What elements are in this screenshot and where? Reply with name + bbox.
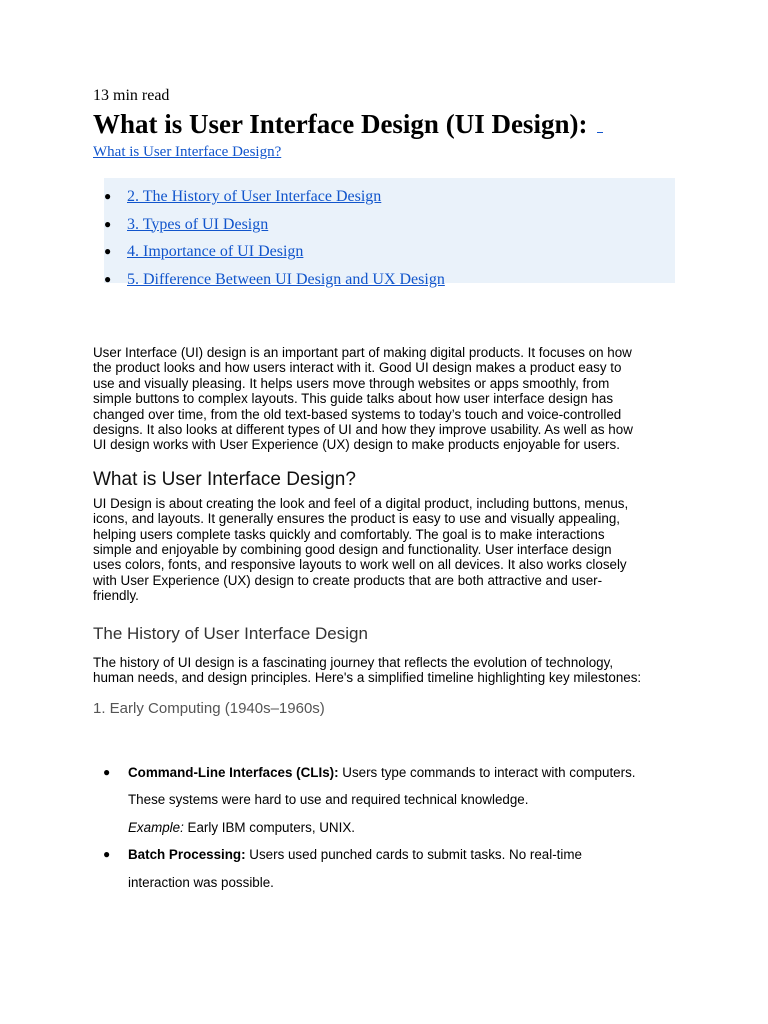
table-of-contents <box>104 178 675 288</box>
text-line: human needs, and design principles. Here's a simplified timeline highlighting key milestones: <box>93 670 642 686</box>
text-line: simple buttons to complex layouts. This guide talks about how user interface design has <box>93 391 614 407</box>
bullet-icon: ● <box>104 216 112 231</box>
text-line: the product looks and how users interact with it. Good UI design makes a product easy to <box>93 360 622 376</box>
bullet-icon: ● <box>103 847 111 861</box>
toc-link-types[interactable]: 3. Types of UI Design <box>127 215 269 233</box>
document-page <box>93 86 678 896</box>
text-line: The history of UI design is a fascinating journey that reflects the evolution of technology, <box>93 654 614 670</box>
early-computing-list <box>93 759 678 897</box>
heading-early-computing: 1. Early Computing (1940s–1960s) <box>93 699 325 717</box>
text-line: UI design works with User Experience (UX) design to make products enjoyable for users. <box>93 437 620 453</box>
text-line: designs. It also looks at different types of UI and how they improve usability. As well as how <box>93 422 633 438</box>
item-text: Users used punched cards to submit tasks. No real-time <box>245 847 582 862</box>
toc-list <box>104 183 675 293</box>
example-line <box>128 814 678 842</box>
toc-item <box>104 238 675 266</box>
toc-link-importance[interactable]: 4. Importance of UI Design <box>127 243 304 260</box>
text-line: with User Experience (UX) design to create products that are both attractive and user- <box>93 572 603 588</box>
text-line: friendly. <box>93 588 139 604</box>
bullet-icon: ● <box>104 271 112 286</box>
what-is-ui-paragraph <box>93 496 678 604</box>
heading-history: The History of User Interface Design <box>93 623 368 643</box>
text-line <box>128 841 678 869</box>
toc-item <box>104 266 675 294</box>
toc-item <box>104 211 675 239</box>
toc-item <box>104 183 675 211</box>
heading-what-is-ui: What is User Interface Design? <box>93 468 356 490</box>
article-title-text: What is User Interface Design (UI Design): <box>93 109 588 139</box>
text-line: helping users complete tasks quickly and comfortably. The goal is to make interactions <box>93 526 605 542</box>
list-item <box>93 759 678 842</box>
bold-term: Batch Processing: <box>128 847 246 862</box>
read-time: 13 min read <box>93 87 170 104</box>
text-line <box>128 759 678 787</box>
example-text: Early IBM computers, UNIX. <box>183 819 355 835</box>
text-line: changed over time, from the old text-based systems to today’s touch and voice-controlled <box>93 406 622 422</box>
text-line: icons, and layouts. It generally ensures the product is easy to use and visually appealing, <box>93 511 621 527</box>
bullet-icon: ● <box>104 244 112 258</box>
text-line: uses colors, fonts, and responsive layouts to work well on all devices. It also works closely <box>93 557 627 573</box>
toc-link-difference[interactable]: 5. Difference Between UI Design and UX Design <box>127 270 445 288</box>
text-line: UI Design is about creating the look and feel of a digital product, including buttons, menus, <box>93 495 629 511</box>
item-text: Users type commands to interact with computers. <box>338 764 636 780</box>
example-label: Example: <box>128 819 184 835</box>
text-line: interaction was possible. <box>128 874 274 890</box>
toc-link-what-is-ui[interactable]: What is User Interface Design? <box>93 144 282 160</box>
bold-term: Command-Line Interfaces (CLIs): <box>128 764 339 780</box>
intro-paragraph <box>93 345 678 453</box>
text-line: These systems were hard to use and required technical knowledge. <box>128 792 529 807</box>
text-line: use and visually pleasing. It helps users move through websites or apps smoothly, from <box>93 375 610 391</box>
list-item <box>93 841 678 896</box>
article-title <box>93 108 678 140</box>
bullet-icon: ● <box>104 189 112 203</box>
text-line: User Interface (UI) design is an important part of making digital products. It focuses on how <box>93 345 632 360</box>
bullet-icon: ● <box>103 764 111 779</box>
history-paragraph <box>93 655 678 686</box>
toc-link-history[interactable]: 2. The History of User Interface Design <box>127 188 382 205</box>
text-line: simple and enjoyable by combining good design and functionality. User interface design <box>93 542 612 558</box>
title-anchor-link[interactable] <box>597 120 603 133</box>
